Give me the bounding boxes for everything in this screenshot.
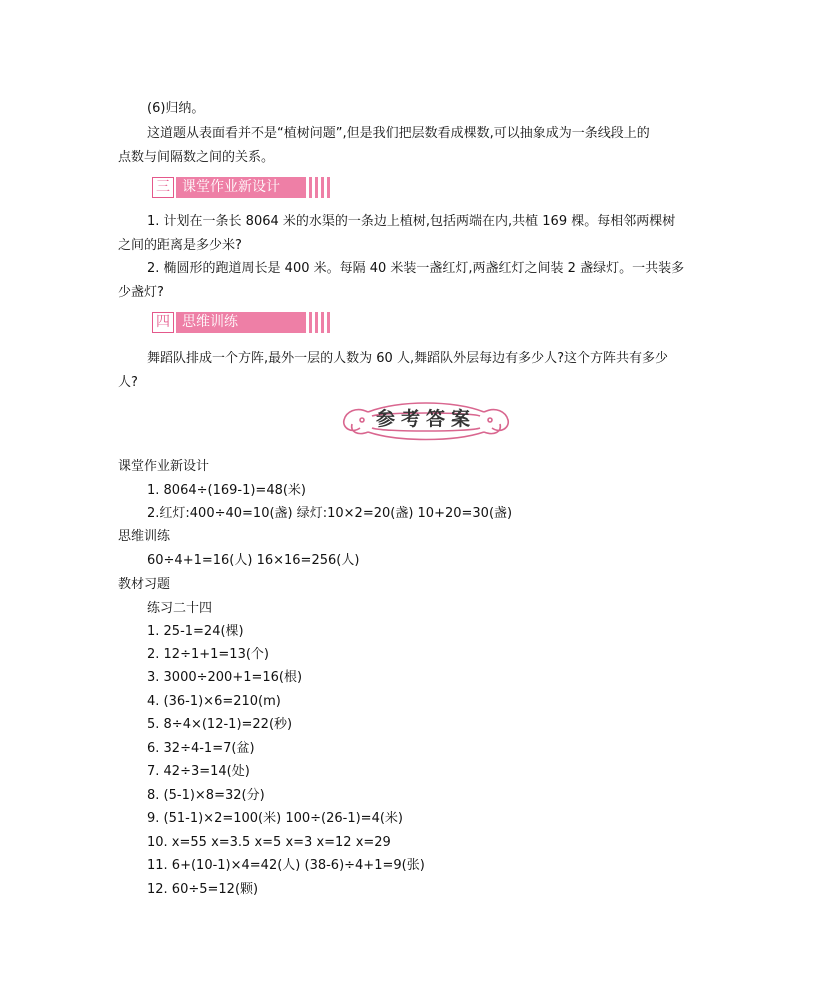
- list-item: 1. 25-1=24(棵): [147, 624, 244, 639]
- section-header-thinking: [152, 312, 334, 333]
- intro-paragraph-line-2: 点数与间隔数之间的关系。: [118, 150, 275, 165]
- section-header-homework: [152, 177, 334, 198]
- list-item: 10. x=55 x=3.5 x=5 x=3 x=12 x=29: [147, 835, 391, 850]
- list-item: 6. 32÷4-1=7(盆): [147, 741, 255, 756]
- list-item: 2. 12÷1+1=13(个): [147, 647, 269, 662]
- question-2-line-1: 2. 椭圆形的跑道周长是 400 米。每隔 40 米装一盏红灯,两盏红灯之间装 2 盏绿灯。一共装多: [147, 261, 685, 276]
- list-item: 11. 6+(10-1)×4=42(人) (38-6)÷4+1=9(张): [147, 858, 425, 873]
- list-item: 4. (36-1)×6=210(m): [147, 694, 281, 709]
- answers-heading-thinking: 思维训练: [118, 529, 171, 544]
- thinking-question-line-1: 舞蹈队排成一个方阵,最外一层的人数为 60 人,舞蹈队外层每边有多少人?这个方阵共有多少: [147, 351, 668, 366]
- section-title: 思维训练: [176, 312, 306, 333]
- question-1-line-1: 1. 计划在一条长 8064 米的水渠的一条边上植树,包括两端在内,共植 169 棵。每相邻两棵树: [147, 214, 676, 229]
- decorative-stripes: [309, 312, 330, 333]
- decorative-stripes: [309, 177, 330, 198]
- list-item: 8. (5-1)×8=32(分): [147, 788, 265, 803]
- thinking-question-line-2: 人?: [118, 375, 138, 390]
- answers-heading-homework: 课堂作业新设计: [118, 459, 210, 474]
- question-1-line-2: 之间的距离是多少米?: [118, 238, 242, 253]
- section-title: 课堂作业新设计: [176, 177, 306, 198]
- list-item: 7. 42÷3=14(处): [147, 764, 250, 779]
- section-number-box: 四: [152, 312, 174, 333]
- step-6-label: (6)归纳。: [147, 101, 205, 116]
- question-2-line-2: 少盏灯?: [118, 285, 164, 300]
- answers-heading-textbook: 教材习题: [118, 577, 171, 592]
- list-item: 9. (51-1)×2=100(米) 100÷(26-1)=4(米): [147, 811, 403, 826]
- list-item: 5. 8÷4×(12-1)=22(秒): [147, 717, 293, 732]
- exercise-subheading: 练习二十四: [147, 601, 213, 616]
- section-number-box: 三: [152, 177, 174, 198]
- list-item: 3. 3000÷200+1=16(根): [147, 670, 303, 685]
- answer-1: 1. 8064÷(169-1)=48(米): [147, 483, 307, 498]
- intro-paragraph-line-1: 这道题从表面看并不是“植树问题”,但是我们把层数看成棵数,可以抽象成为一条线段上的: [147, 126, 650, 141]
- answer-banner-title: 参考答案: [375, 408, 476, 430]
- list-item: 12. 60÷5=12(颗): [147, 882, 259, 897]
- answer-thinking: 60÷4+1=16(人) 16×16=256(人): [147, 553, 360, 568]
- answer-2: 2.红灯:400÷40=10(盏) 绿灯:10×2=20(盏) 10+20=30(盏): [147, 506, 513, 521]
- answer-banner: [338, 392, 514, 450]
